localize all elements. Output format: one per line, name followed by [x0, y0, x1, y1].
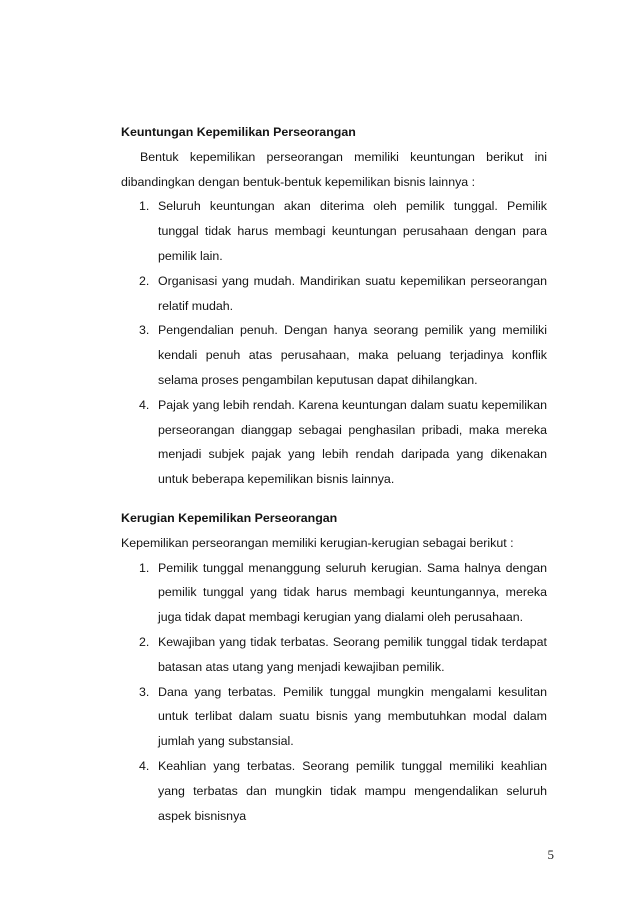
- numbered-list: [121, 194, 547, 492]
- list-item: [121, 754, 547, 828]
- list-text: Pemilik tunggal menanggung seluruh kerugian. Sama halnya dengan pemilik tunggal yang tidak harus membagi keuntungannya, mereka juga tidak dapat membagi kerugian yang dialami oleh perusahaan.: [158, 560, 547, 625]
- list-item: [121, 194, 547, 268]
- section-intro: Kepemilikan perseorangan memiliki kerugian-kerugian sebagai berikut :: [121, 535, 514, 550]
- list-number: 2.: [139, 634, 150, 649]
- list-item: [121, 393, 547, 492]
- list-text: Keahlian yang terbatas. Seorang pemilik tunggal memiliki keahlian yang terbatas dan mungkin tidak mampu mengendalikan seluruh aspek bisnisnya: [158, 758, 547, 823]
- list-number: 3.: [139, 323, 150, 338]
- list-number: 4.: [139, 397, 150, 412]
- section-heading: Kerugian Kepemilikan Perseorangan: [121, 510, 338, 525]
- list-item: [121, 630, 547, 680]
- list-item: [121, 680, 547, 754]
- list-number: 3.: [139, 684, 150, 699]
- list-text: Pengendalian penuh. Dengan hanya seorang pemilik yang memiliki kendali penuh atas perusahaan, maka peluang terjadinya konflik selama proses pengambilan keputusan dapat dihilangkan.: [158, 323, 547, 387]
- list-number: 1.: [139, 560, 150, 575]
- list-number: 1.: [139, 199, 150, 214]
- list-text: Organisasi yang mudah. Mandirikan suatu kepemilikan perseorangan relatif mudah.: [158, 273, 547, 313]
- list-text: Dana yang terbatas. Pemilik tunggal mungkin mengalami kesulitan untuk terlibat dalam suatu bisnis yang membutuhkan modal dalam jumlah yang substansial.: [158, 684, 547, 749]
- list-text: Pajak yang lebih rendah. Karena keuntungan dalam suatu kepemilikan perseorangan dianggap sebagai penghasilan pribadi, maka mereka menjadi subjek pajak yang lebih rendah daripada yang dikenakan untuk beberapa kepemilikan bisnis lainnya.: [158, 397, 547, 487]
- list-text: Seluruh keuntungan akan diterima oleh pemilik tunggal. Pemilik tunggal tidak harus membagi keuntungan perusahaan dengan para pemilik lain.: [158, 199, 547, 263]
- list-number: 2.: [139, 273, 150, 288]
- section-keuntungan: [121, 120, 547, 492]
- list-item: [121, 269, 547, 319]
- list-text: Kewajiban yang tidak terbatas. Seorang pemilik tunggal tidak terdapat batasan atas utang yang menjadi kewajiban pemilik.: [158, 634, 547, 674]
- page-content: [121, 120, 547, 828]
- section-kerugian: [121, 506, 547, 828]
- list-item: [121, 318, 547, 392]
- list-number: 4.: [139, 758, 150, 773]
- section-intro: Bentuk kepemilikan perseorangan memiliki keuntungan berikut ini dibandingkan dengan bentuk-bentuk kepemilikan bisnis lainnya :: [121, 149, 547, 189]
- page-number: 5: [547, 847, 554, 862]
- list-item: [121, 556, 547, 630]
- section-heading: Keuntungan Kepemilikan Perseorangan: [121, 125, 356, 139]
- numbered-list: [121, 556, 547, 829]
